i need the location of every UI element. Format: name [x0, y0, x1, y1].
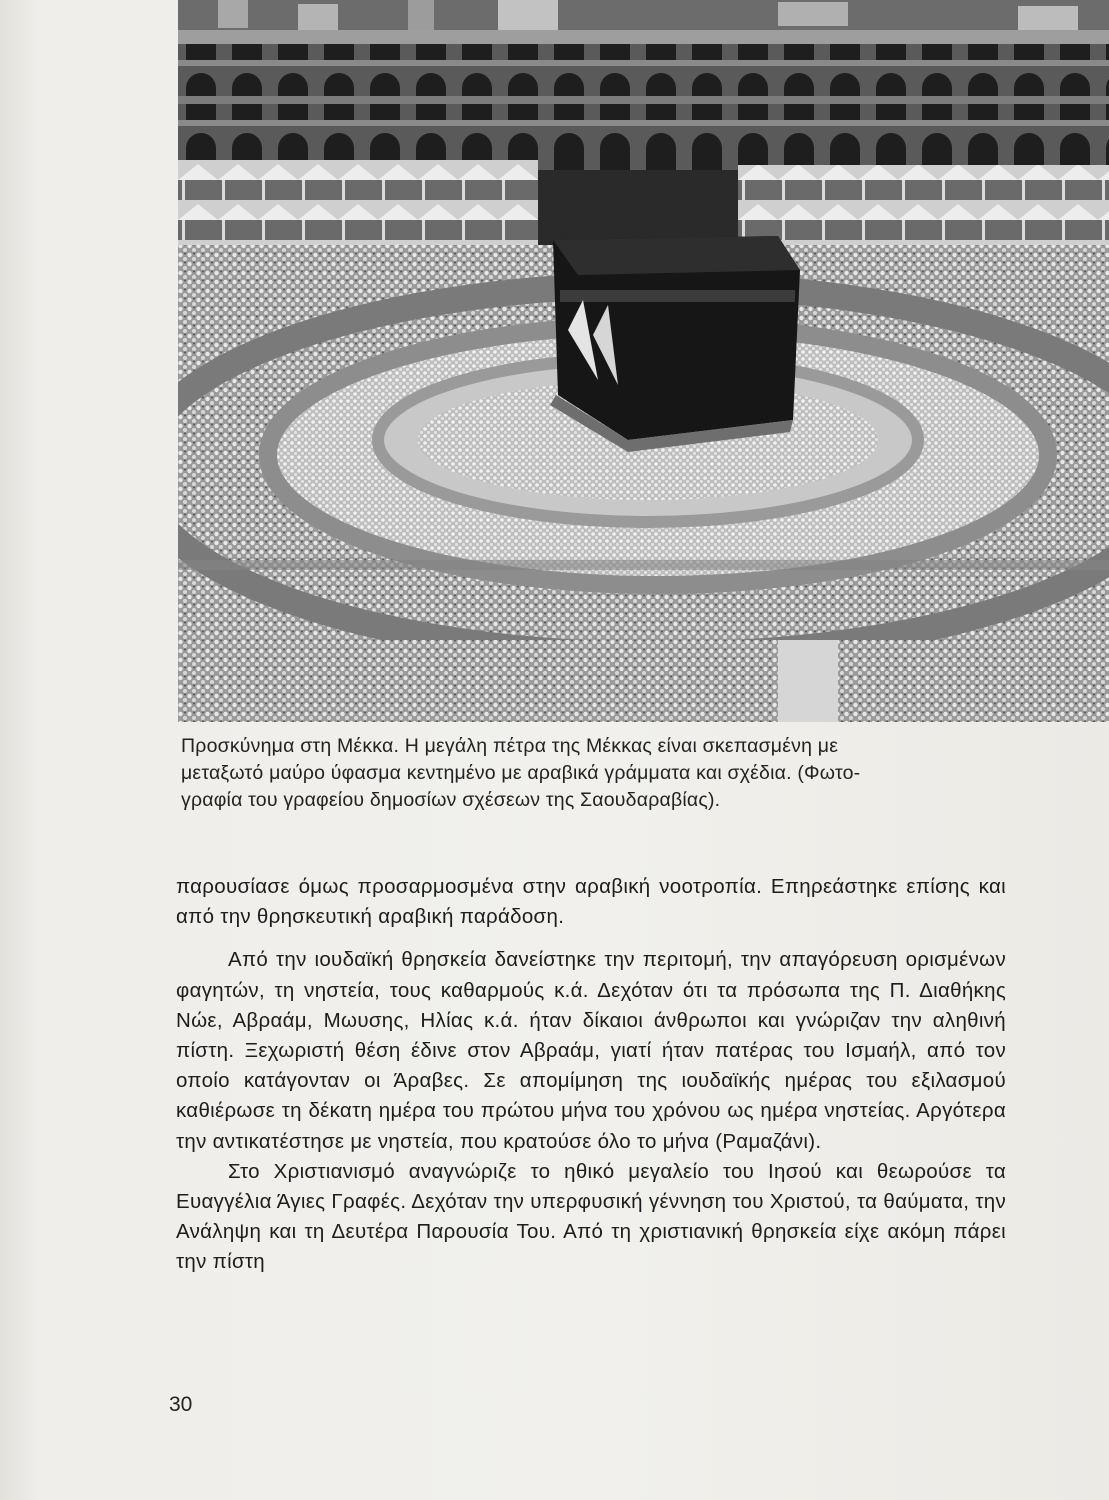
- paragraph: Στο Χριστιανισμό αναγνώριζε το ηθικό μεγαλείο του Ιησού και θεωρούσε τα Ευαγγέλια Άγιες Γραφές. Δεχόταν την υπερφυσική γέννηση του Χριστού, τα θαύματα, την Ανάληψη και τη Δευτέρα Παρουσία Του. Από τη χριστιανική θρησκεία είχε ακόμη πάρει την πίστη: [176, 1159, 1006, 1274]
- body-text: [176, 872, 1006, 1278]
- mecca-pilgrimage-photo: [178, 0, 1109, 722]
- photo-caption: [181, 733, 1001, 814]
- paragraph: Από την ιουδαϊκή θρησκεία δανείστηκε την περιτομή, την απαγόρευση ορισμένων φαγητών, τη νηστεία, τους καθαρμούς κ.ά. Δεχόταν ότι τα πρόσωπα της Π. Διαθήκης Νώε, Αβραάμ, Μωυσης, Ηλίας κ.ά. ήταν δίκαιοι άνθρωποι και γνώριζαν την αληθινή πίστη. Ξεχωριστή θέση έδινε στον Αβραάμ, γιατί ήταν πατέρας του Ισμαήλ, από τον οποίο κατάγονταν οι Άραβες. Σε απομίμηση της ιουδαϊκής ημέρας του εξιλασμού καθιέρωσε τη δέκατη ημέρα του πρώτου μήνα του χρόνου ως ημέρα νηστείας. Αργότερα την αντικατέστησε με νηστεία, που κρατούσε όλο το μήνα (Ραμαζάνι).: [176, 948, 1006, 1153]
- paragraph: παρουσίασε όμως προσαρμοσμένα στην αραβική νοοτροπία. Επηρεάστηκε επίσης και από την θρησκευτική αραβική παράδοση.: [176, 875, 1006, 929]
- photo-illustration: [178, 0, 1109, 722]
- caption-line: μεταξωτό μαύρο ύφασμα κεντημένο με αραβικά γράμματα και σχέδια. (Φωτο-: [181, 762, 861, 784]
- caption-line: Προσκύνημα στη Μέκκα. Η μεγάλη πέτρα της Μέκκας είναι σκεπασμένη με: [181, 735, 839, 757]
- page-number: 30: [169, 1393, 193, 1416]
- caption-line: γραφία του γραφείου δημοσίων σχέσεων της Σαουδαραβίας).: [181, 789, 721, 811]
